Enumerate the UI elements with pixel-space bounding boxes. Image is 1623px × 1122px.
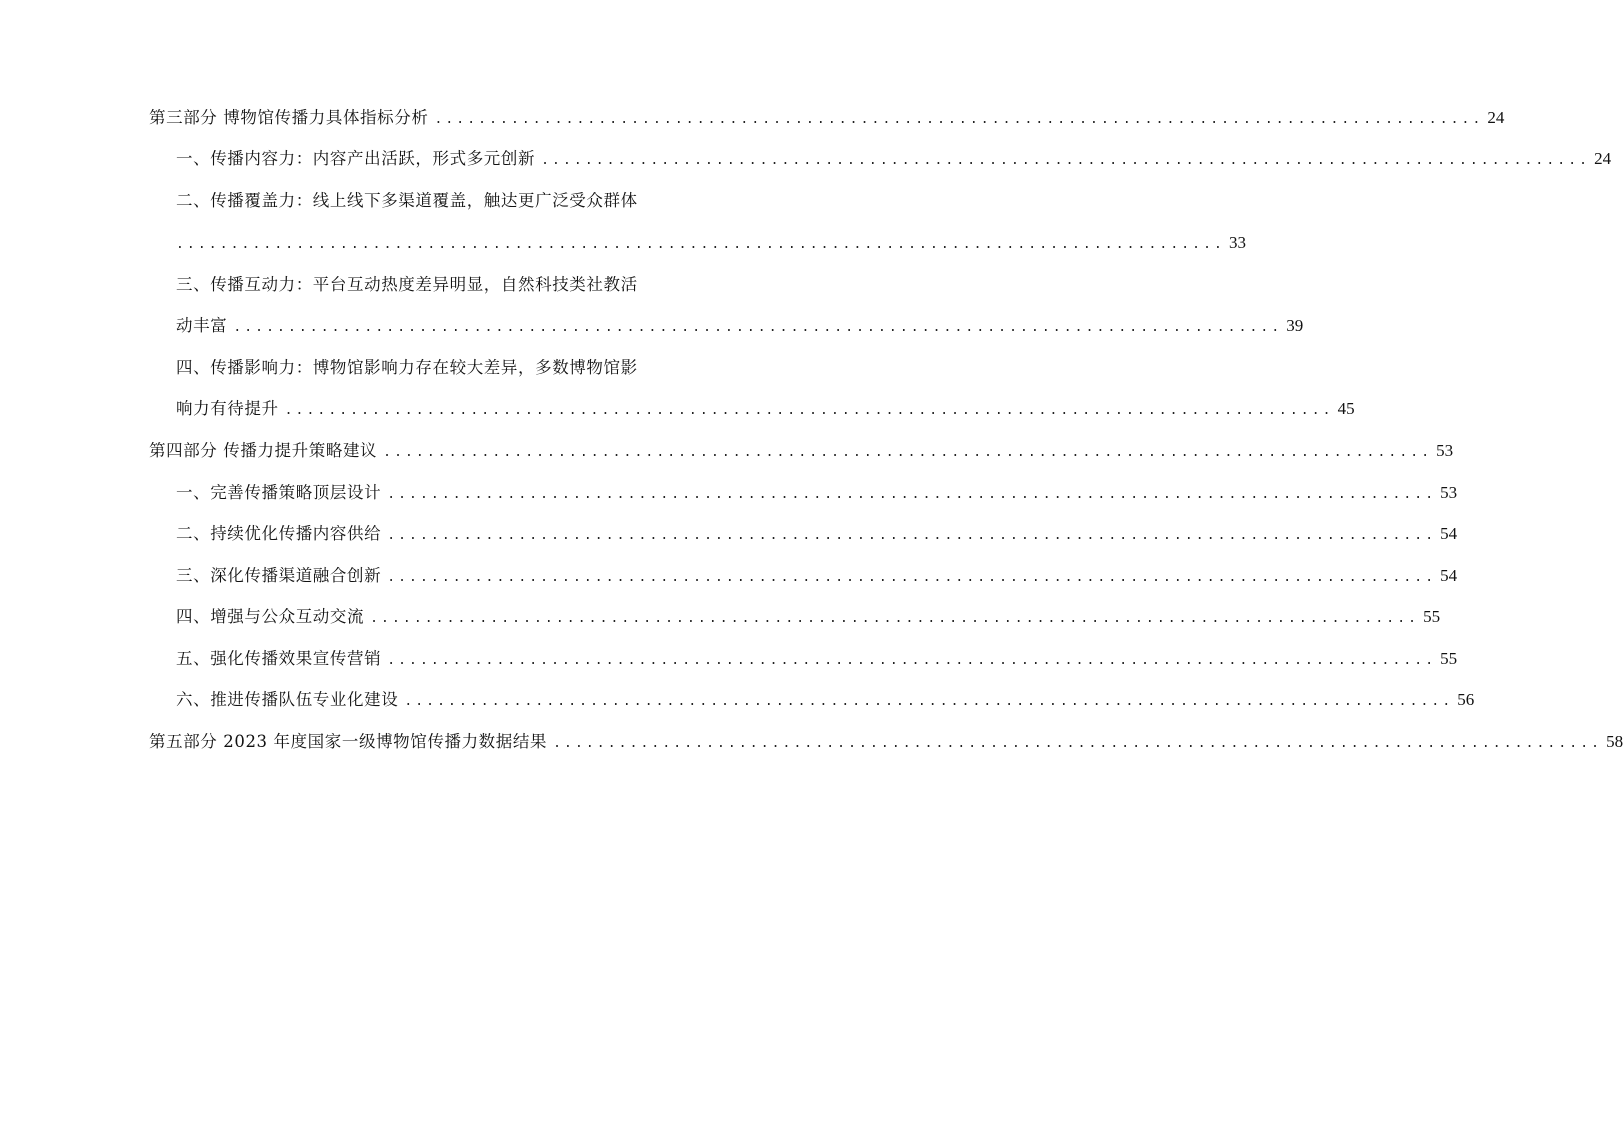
toc-entry-3-2-line1[interactable]: 二、传播覆盖力：线上线下多渠道覆盖，触达更广泛受众群体	[176, 191, 638, 210]
dot-leader: ................................................................................................	[383, 445, 1433, 460]
toc-page-number: 55	[1423, 607, 1441, 626]
toc-entry-4-6[interactable]	[176, 688, 1475, 712]
toc-entry-3-3-line1[interactable]: 三、传播互动力：平台互动热度差异明显，自然科技类社教活	[176, 275, 638, 294]
toc-entry-title-cont: 动丰富	[176, 316, 228, 335]
toc-entry-3-1[interactable]	[176, 147, 1612, 171]
toc-entry-title: 一、完善传播策略顶层设计	[176, 483, 382, 502]
dot-leader: ................................................................................................	[387, 570, 1437, 585]
toc-page-number: 53	[1440, 483, 1458, 502]
toc-page-number: 54	[1440, 566, 1458, 585]
toc-entry-title: 一、传播内容力：内容产出活跃，形式多元创新	[176, 149, 536, 168]
toc-entry-title: 第四部分 传播力提升策略建议	[149, 441, 378, 460]
dot-leader: ................................................................................................	[387, 653, 1437, 668]
toc-entry-4-5[interactable]	[176, 647, 1458, 671]
toc-page-number: 54	[1440, 524, 1458, 543]
toc-entry-3-3[interactable]	[176, 314, 1304, 338]
dot-leader: ................................................................................................	[404, 694, 1454, 709]
toc-entry-title-cont: 响力有待提升	[176, 399, 279, 418]
toc-entry-4-1[interactable]	[176, 481, 1458, 505]
dot-leader: ................................................................................................	[387, 528, 1437, 543]
toc-page-number: 58	[1606, 732, 1623, 751]
toc-page-number: 24	[1487, 108, 1505, 127]
toc-page-number: 56	[1457, 690, 1475, 709]
toc-page-number: 55	[1440, 649, 1458, 668]
dot-leader: ................................................................................................	[284, 403, 1334, 418]
toc-entry-title: 五、强化传播效果宣传营销	[176, 649, 382, 668]
toc-entry-title: 三、深化传播渠道融合创新	[176, 566, 382, 585]
toc-entry-title: 六、推进传播队伍专业化建设	[176, 690, 399, 709]
dot-leader: ................................................................................................	[387, 487, 1437, 502]
toc-entry-part4[interactable]	[149, 439, 1454, 463]
dot-leader: ................................................................................................	[370, 611, 1420, 626]
toc-entry-3-4-line1[interactable]: 四、传播影响力：博物馆影响力存在较大差异，多数博物馆影	[176, 358, 638, 377]
toc-entry-title: 第五部分 2023 年度国家一级博物馆传播力数据结果	[149, 732, 548, 751]
toc-page-number: 53	[1436, 441, 1454, 460]
toc-entry-3-4[interactable]	[176, 397, 1355, 421]
dot-leader: ................................................................................................	[553, 736, 1603, 751]
toc-entry-4-2[interactable]	[176, 522, 1458, 546]
toc-page-number: 24	[1594, 149, 1612, 168]
toc-page-number: 33	[1228, 233, 1246, 252]
dot-leader: ................................................................................................	[434, 112, 1484, 127]
toc-entry-part5[interactable]	[149, 730, 1623, 754]
toc-page-number: 45	[1337, 399, 1355, 418]
toc-entry-part3[interactable]	[149, 106, 1505, 130]
toc-entry-title: 二、持续优化传播内容供给	[176, 524, 382, 543]
dot-leader: ................................................................................................	[541, 153, 1591, 168]
toc-entry-title: 第三部分 博物馆传播力具体指标分析	[149, 108, 429, 127]
toc-entry-3-2[interactable]	[176, 231, 1246, 255]
toc-entry-4-4[interactable]	[176, 605, 1441, 629]
toc-page-number: 39	[1286, 316, 1304, 335]
toc-entry-4-3[interactable]	[176, 564, 1458, 588]
dot-leader: ................................................................................................	[233, 320, 1283, 335]
dot-leader: ................................................................................................	[176, 237, 1225, 252]
toc-entry-title: 四、增强与公众互动交流	[176, 607, 365, 626]
